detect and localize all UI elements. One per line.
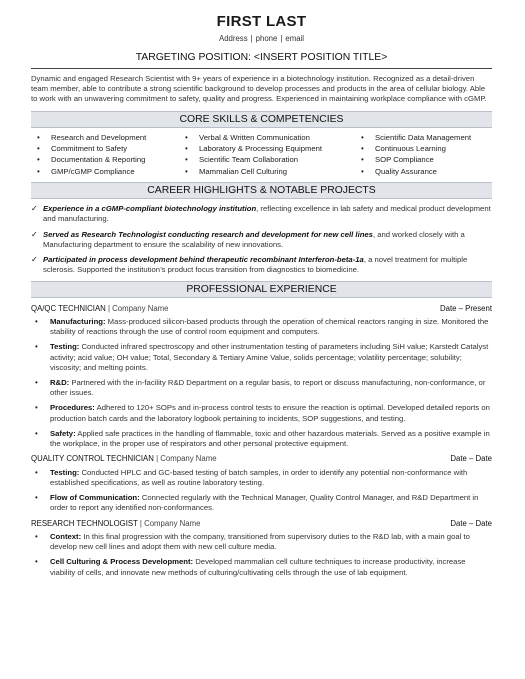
job-company: Company Name: [144, 518, 201, 528]
contact-address: Address: [219, 33, 248, 43]
section-heading-skills: CORE SKILLS & COMPETENCIES: [31, 111, 492, 128]
duty-key: Context:: [50, 531, 82, 541]
section-heading-experience: PROFESSIONAL EXPERIENCE: [31, 281, 492, 298]
job-title-line: [31, 304, 169, 314]
check-icon: ✓: [31, 229, 38, 239]
summary-paragraph: Dynamic and engaged Research Scientist with 9+ years of experience in a biotechnology institution. Recognized as a detail-driven team member, able to contribute a strong scientific background to develop processes and products in the area of cellular biology. Able to work with an unwavering commitment to safety, quality and progress. Experienced in maintaining workplace compliance with cGMP.: [31, 73, 487, 104]
check-icon: ✓: [31, 255, 38, 265]
job-dates: Date – Date: [450, 454, 492, 464]
highlight-lead: Served as Research Technologist conducting research and development for new cell lines: [43, 229, 373, 239]
skills-grid: [37, 132, 492, 178]
contact-separator: |: [280, 33, 283, 43]
highlight-text: , and worked closely with a Manufacturing department to ensure the scalability of new innovations.: [43, 229, 465, 249]
contact-line: [31, 34, 492, 44]
highlight-lead: Participated in process development behind therapeutic recombinant Interferon-beta-1a: [43, 255, 364, 265]
duty-key: Procedures:: [50, 403, 95, 413]
duty-key: Cell Culturing & Process Development:: [50, 557, 194, 567]
duty-item: [35, 317, 492, 337]
job-header: [31, 304, 492, 314]
job-title: QA/QC TECHNICIAN: [31, 303, 106, 313]
job-company: Company Name: [160, 454, 217, 464]
duty-text: Conducted infrared spectroscopy and other instrumentation testing of parameters including SiH value; Karstedt Catalyst activity; acid value; OH value; Total, Secondary & Tertiary Amine Value, solids percentage; volatility percentage; solubility; viscosity; and melting points.: [50, 342, 489, 372]
skill-item: • Mammalian Cell Culturing: [185, 166, 361, 177]
job-company: Company Name: [112, 303, 169, 313]
duty-text: Connected regularly with the Technical Manager, Quality Control Manager, and R&D Department in order to report any identified non-conformances.: [50, 493, 479, 513]
check-icon: ✓: [31, 204, 38, 214]
duty-item: [35, 429, 492, 449]
job-dates: Date – Present: [439, 303, 492, 313]
skill-item: • GMP/cGMP Compliance: [37, 166, 185, 177]
job-duties: [35, 468, 492, 514]
skill-item: • SOP Compliance: [361, 154, 511, 165]
skill-item: • Continuous Learning: [361, 143, 511, 154]
job-header: [31, 454, 492, 464]
job-title: RESEARCH TECHNOLOGIST: [31, 518, 138, 528]
skill-item: • Verbal & Written Communication: [185, 132, 361, 143]
duty-item: [35, 493, 492, 513]
job-title: QUALITY CONTROL TECHNICIAN: [31, 454, 154, 464]
skill-item: • Scientific Data Management: [361, 132, 511, 143]
skills-column: [185, 132, 361, 178]
duty-key: Testing:: [50, 467, 80, 477]
highlight-item: [31, 204, 492, 224]
highlight-text: , reflecting excellence in lab safety and medical product development and manufacturing.: [43, 204, 491, 224]
section-heading-highlights: CAREER HIGHLIGHTS & NOTABLE PROJECTS: [31, 182, 492, 199]
duty-text: Mass-produced silicon-based products through the operation of chemical reactors ranging in size. Monitored the stability of reactions through the use of control room equipment and computers.: [50, 316, 489, 337]
duty-text: Applied safe practices in the handling of flammable, toxic and other hazardous materials. Served as a positive example in the workplace, in the proper use of respirators and other personal protective equipment.: [50, 428, 490, 449]
skill-item: • Documentation & Reporting: [37, 154, 185, 165]
duty-text: Developed mammalian cell culture techniques to increase productivity, increase viability of cells, and innovate new methods of culturing/cultivating cells through the use of lab equipment.: [50, 557, 466, 577]
duty-item: [35, 378, 492, 398]
skill-item: • Scientific Team Collaboration: [185, 154, 361, 165]
job-separator: |: [137, 518, 145, 528]
highlights-list: [31, 204, 492, 275]
duty-item: [35, 468, 492, 488]
highlight-text: , a novel treatment for multiple sclerosis. Supported the institution’s product focus transition from diagnostics to biomedicine.: [43, 255, 468, 275]
job-separator: |: [153, 454, 161, 464]
duty-item: [35, 532, 492, 552]
duty-key: Flow of Communication:: [50, 493, 140, 503]
job-duties: [35, 317, 492, 450]
duty-key: Testing:: [50, 342, 80, 352]
duty-item: [35, 557, 492, 577]
duty-text: Adhered to 120+ SOPs and in-process control tests to ensure the reaction is optimal. Developed detailed reports on production batch cards and the laboratory logbook pertaining to incidents, SOP suggestions, and testing.: [50, 403, 490, 423]
duty-text: Conducted HPLC and GC-based testing of batch samples, in order to identify any potential non-conformance with established specifications, as well as routine laboratory testing.: [50, 467, 468, 487]
divider: [31, 68, 492, 69]
job-title-line: [31, 519, 200, 529]
skill-item: • Commitment to Safety: [37, 143, 185, 154]
contact-email: email: [285, 33, 304, 43]
contact-phone: phone: [255, 33, 278, 43]
duty-item: [35, 403, 492, 423]
job-title-line: [31, 454, 217, 464]
duty-text: Partnered with the in-facility R&D Department on a regular basis, to report or discuss manufacturing, non-conformance, or other issues.: [50, 378, 486, 398]
duty-text: In this final progression with the company, transitioned from supervisory duties to the R&D lab, with a main goal to develop new cell lines and adopt them with new cell culture media.: [50, 531, 470, 552]
job-duties: [35, 532, 492, 578]
skill-item: • Quality Assurance: [361, 166, 511, 177]
skills-column: [37, 132, 185, 178]
skill-item: • Laboratory & Processing Equipment: [185, 143, 361, 154]
job-dates: Date – Date: [450, 518, 492, 528]
duty-key: Manufacturing:: [50, 316, 106, 326]
skill-item: • Research and Development: [37, 132, 185, 143]
highlight-item: [31, 255, 492, 275]
highlight-lead: Experience in a cGMP-compliant biotechnology institution: [43, 204, 257, 214]
skills-column: [361, 132, 511, 178]
duty-key: R&D:: [50, 378, 70, 387]
targeting-position: TARGETING POSITION: <INSERT POSITION TITLE>: [135, 52, 388, 64]
contact-separator: |: [250, 33, 253, 43]
job-header: [31, 519, 492, 529]
duty-key: Safety:: [50, 428, 76, 438]
candidate-name: FIRST LAST: [216, 13, 307, 30]
duty-item: [35, 342, 492, 373]
job-separator: |: [105, 303, 113, 313]
highlight-item: [31, 230, 492, 250]
